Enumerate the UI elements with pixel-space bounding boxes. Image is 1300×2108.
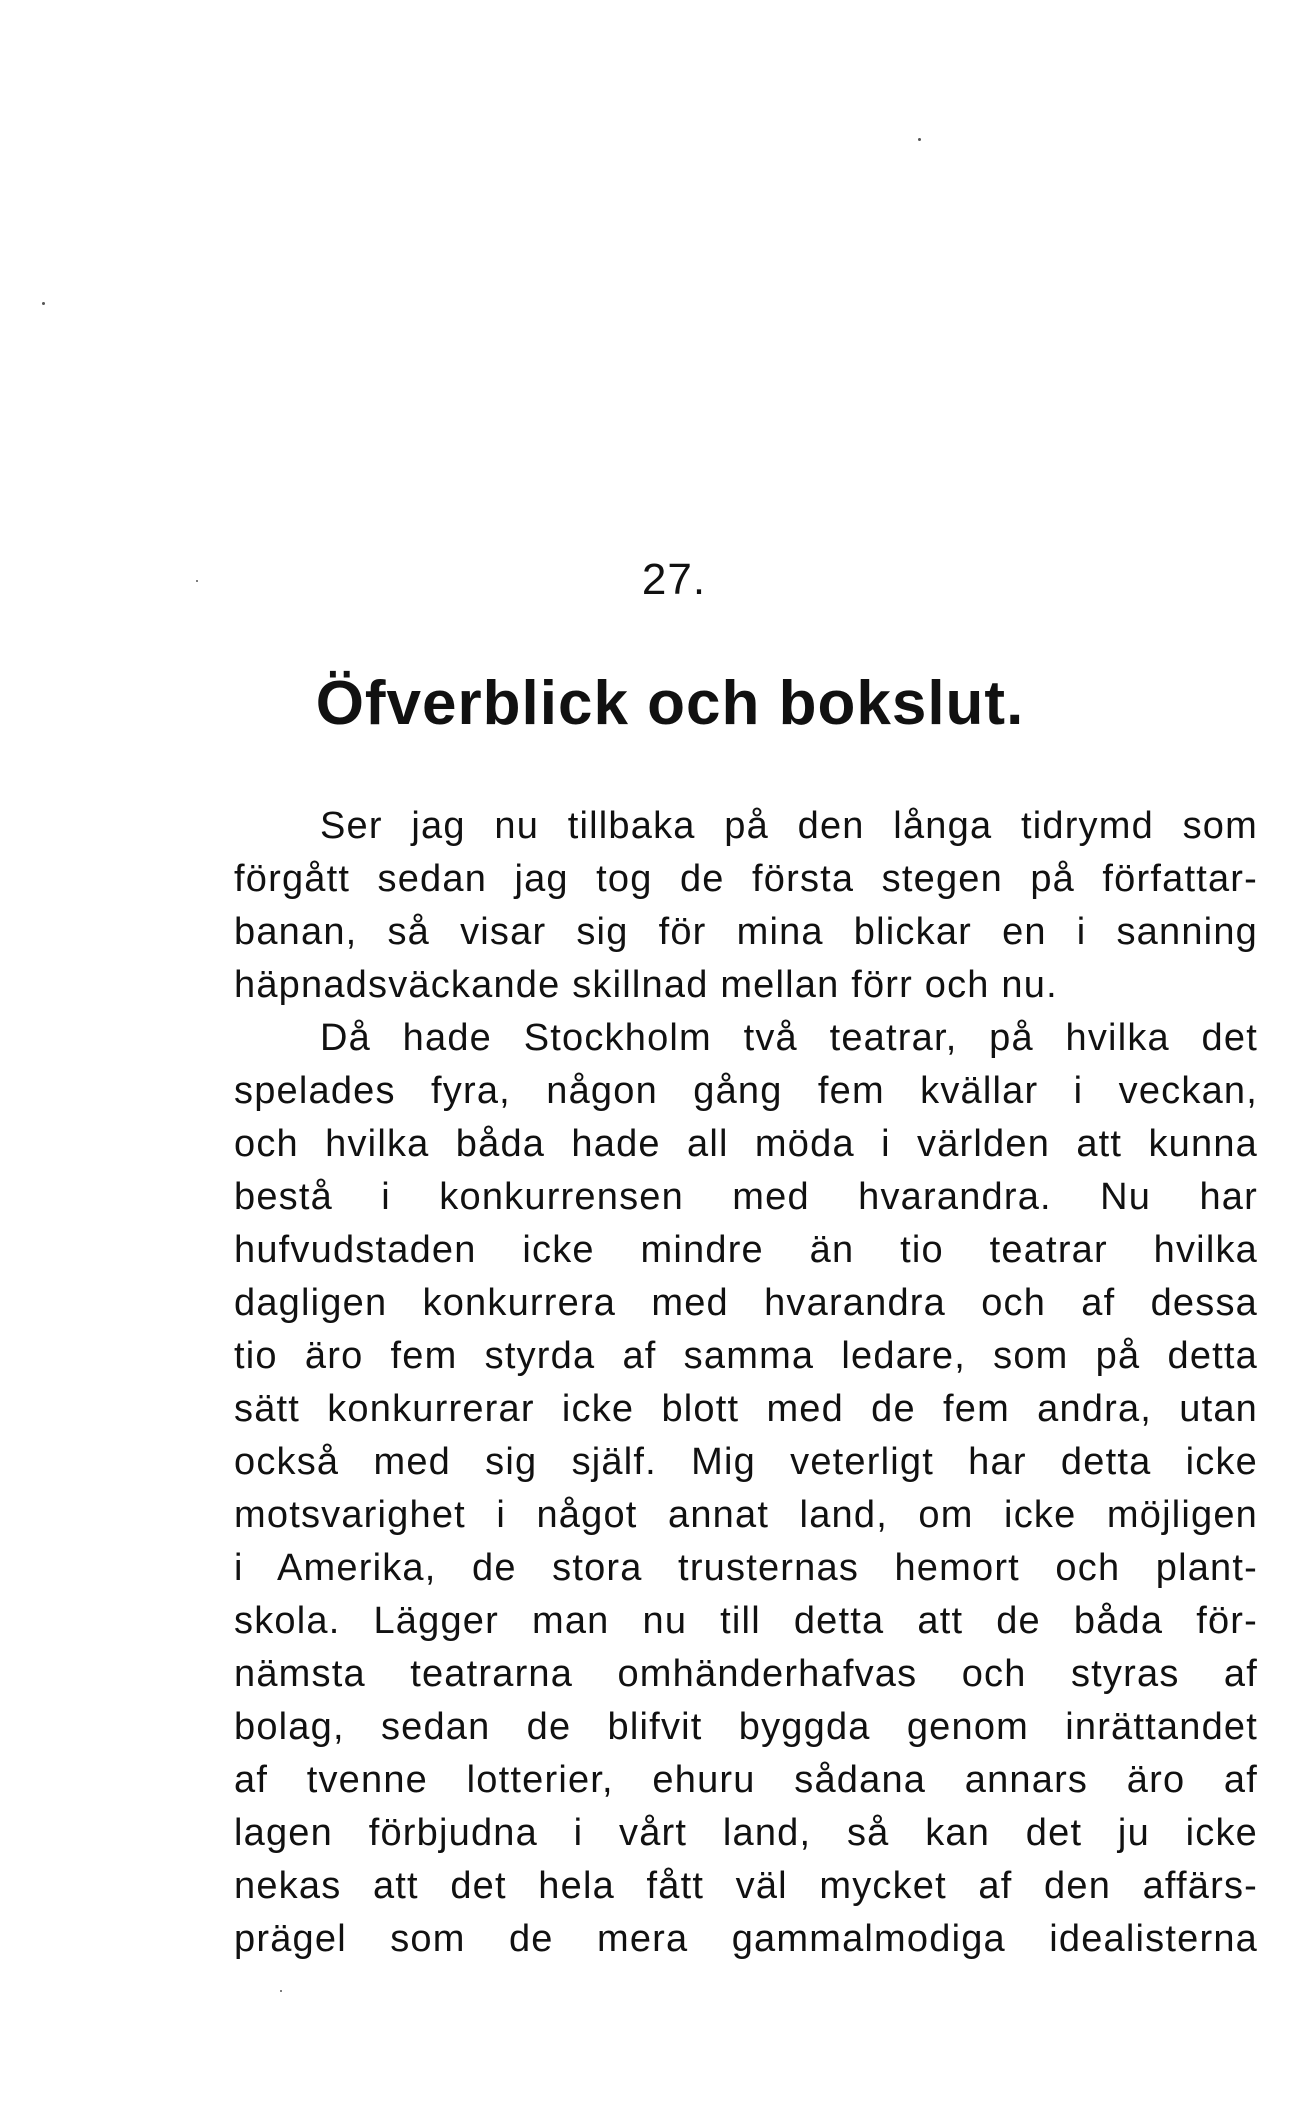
text-line: lagen förbjudna i vårt land, så kan det ju icke [234,1812,1258,1854]
text-line: prägel som de mera gammalmodiga idealisterna [234,1918,1258,1960]
text-line: också med sig själf. Mig veterligt har detta icke [234,1441,1258,1483]
text-line: Då hade Stockholm två teatrar, på hvilka det [320,1017,1258,1059]
text-line: spelades fyra, någon gång fem kvällar i veckan, [234,1070,1258,1112]
text-line: bestå i konkurrensen med hvarandra. Nu har [234,1176,1258,1218]
text-line: i Amerika, de stora trusternas hemort och plant- [234,1547,1258,1589]
text-line: tio äro fem styrda af samma ledare, som på detta [234,1335,1258,1377]
text-line: förgått sedan jag tog de första stegen på författar- [234,858,1258,900]
text-line: sätt konkurrerar icke blott med de fem andra, utan [234,1388,1258,1430]
text-line: nekas att det hela fått väl mycket af den affärs- [234,1865,1258,1907]
text-line: bolag, sedan de blifvit byggda genom inrättandet [234,1706,1258,1748]
scan-speck [280,1990,282,1992]
text-line: hufvudstaden icke mindre än tio teatrar hvilka [234,1229,1258,1271]
text-line: skola. Lägger man nu till detta att de båda för- [234,1600,1258,1642]
scan-speck [918,138,921,141]
chapter-number: 27. [641,555,707,604]
text-line: häpnadsväckande skillnad mellan förr och nu. [234,964,1058,1006]
text-line: banan, så visar sig för mina blickar en i sanning [234,911,1258,953]
text-line: dagligen konkurrera med hvarandra och af dessa [234,1282,1258,1324]
text-line: motsvarighet i något annat land, om icke möjligen [234,1494,1258,1536]
text-line: Ser jag nu tillbaka på den långa tidrymd som [320,805,1258,847]
chapter-title: Öfverblick och bokslut. [315,669,1025,738]
scan-speck [42,302,45,305]
text-line: och hvilka båda hade all möda i världen att kunna [234,1123,1258,1165]
text-line: af tvenne lotterier, ehuru sådana annars äro af [234,1759,1258,1801]
text-line: nämsta teatrarna omhänderhafvas och styras af [234,1653,1258,1695]
body-paragraph [234,800,1258,1966]
